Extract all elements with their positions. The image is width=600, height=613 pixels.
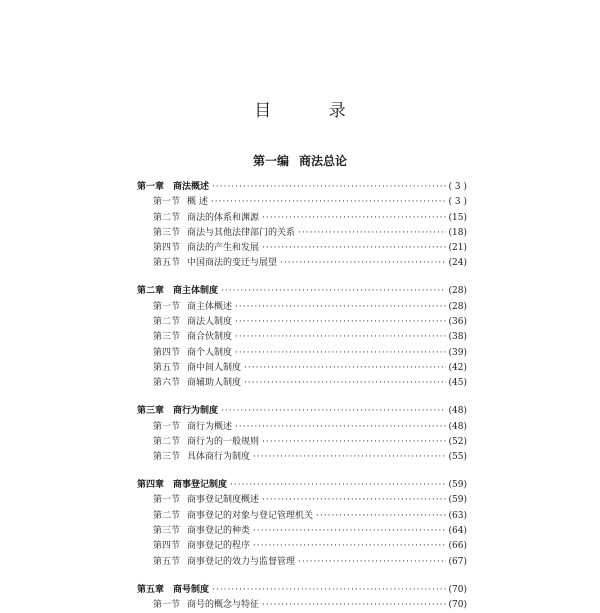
dot-leader xyxy=(298,555,446,570)
part-label: 第一编 xyxy=(252,154,289,168)
section-title: 商事登记的效力与监督管理 xyxy=(187,556,296,567)
section-page-number: (21) xyxy=(448,243,467,254)
section-page-number: (66) xyxy=(448,541,467,552)
section-number: 第二节 xyxy=(153,436,181,447)
section-number: 第三节 xyxy=(153,452,181,463)
section-number: 第四节 xyxy=(153,347,181,358)
section-title: 商事登记的种类 xyxy=(187,526,251,536)
section-page-number: (42) xyxy=(448,362,467,373)
section-title: 商行为的一般规则 xyxy=(187,436,260,447)
chapter-number: 第二章 xyxy=(137,286,165,297)
section-title: 商事登记的对象与登记管理机关 xyxy=(187,510,314,521)
section-entry xyxy=(137,195,467,210)
section-entry xyxy=(137,226,467,241)
section-entry xyxy=(137,493,467,508)
section-number: 第五节 xyxy=(153,362,181,373)
section-title: 概 述 xyxy=(187,197,208,208)
chapter-title: 商主体制度 xyxy=(173,286,219,297)
section-entry xyxy=(137,450,467,465)
chapter-number: 第四章 xyxy=(137,480,165,491)
section-entry xyxy=(137,256,467,271)
section-title: 商事登记制度概述 xyxy=(187,495,260,506)
dot-leader xyxy=(235,330,446,345)
section-entry xyxy=(137,241,467,256)
section-number: 第二节 xyxy=(153,510,181,521)
dot-leader xyxy=(211,195,446,210)
section-number: 第二节 xyxy=(153,212,181,223)
section-title: 商法的体系和渊源 xyxy=(187,212,260,223)
dot-leader xyxy=(316,509,446,524)
section-title: 中国商法的变迁与展望 xyxy=(187,258,278,269)
section-number: 第五节 xyxy=(153,556,181,567)
section-entry xyxy=(137,435,467,450)
section-entry xyxy=(137,376,467,391)
chapter-entry xyxy=(137,583,467,598)
section-title: 商法的产生和发展 xyxy=(187,243,260,254)
chapter-spacer xyxy=(137,272,467,285)
dot-leader xyxy=(230,478,446,493)
dot-leader xyxy=(298,226,446,241)
dot-leader xyxy=(280,256,446,271)
section-page-number: (24) xyxy=(448,258,467,269)
section-page-number: (64) xyxy=(448,526,467,536)
section-title: 商合伙制度 xyxy=(187,332,233,343)
section-number: 第六节 xyxy=(153,378,181,389)
section-entry xyxy=(137,315,467,330)
dot-leader xyxy=(212,583,446,598)
chapter-title: 商事登记制度 xyxy=(173,480,228,491)
section-page-number: (52) xyxy=(448,436,467,447)
part-name: 商法总论 xyxy=(299,154,348,168)
section-number: 第四节 xyxy=(153,243,181,254)
section-entry xyxy=(137,361,467,376)
section-number: 第三节 xyxy=(153,227,181,238)
section-number: 第一节 xyxy=(153,197,181,208)
dot-leader xyxy=(262,241,446,256)
section-entry xyxy=(137,509,467,524)
section-page-number: (67) xyxy=(448,556,467,567)
section-entry xyxy=(137,346,467,361)
section-number: 第四节 xyxy=(153,541,181,552)
section-title: 商行为概述 xyxy=(187,421,233,432)
chapter-page-number: ( 3 ) xyxy=(448,182,467,192)
section-number: 第三节 xyxy=(153,332,181,343)
section-title: 商中间人制度 xyxy=(187,362,242,373)
section-entry xyxy=(137,330,467,345)
dot-leader xyxy=(262,598,446,613)
section-page-number: (39) xyxy=(448,347,467,358)
section-number: 第二节 xyxy=(153,317,181,328)
section-title: 商号的概念与特征 xyxy=(187,599,260,610)
section-entry xyxy=(137,420,467,435)
page-title: 目 录 xyxy=(254,101,372,121)
section-page-number: (28) xyxy=(448,301,467,312)
chapter-title: 商号制度 xyxy=(173,584,210,595)
dot-leader xyxy=(212,180,446,195)
section-entry xyxy=(137,598,467,613)
chapter-page-number: (70) xyxy=(448,584,467,595)
dot-leader xyxy=(235,420,446,435)
dot-leader xyxy=(253,450,446,465)
section-entry xyxy=(137,211,467,226)
chapter-spacer xyxy=(137,570,467,583)
dot-leader xyxy=(262,493,446,508)
chapter-page-number: (48) xyxy=(448,406,467,417)
dot-leader xyxy=(221,404,446,419)
chapter-title: 商法概述 xyxy=(173,182,210,192)
chapter-entry xyxy=(137,404,467,419)
section-entry xyxy=(137,539,467,554)
chapter-number: 第一章 xyxy=(137,182,165,192)
dot-leader xyxy=(253,539,446,554)
dot-leader xyxy=(235,300,446,315)
section-title: 商事登记的程序 xyxy=(187,541,251,552)
section-page-number: ( 3 ) xyxy=(448,197,467,208)
dot-leader xyxy=(221,284,446,299)
section-entry xyxy=(137,524,467,539)
section-number: 第三节 xyxy=(153,526,181,536)
section-page-number: (63) xyxy=(448,510,467,521)
table-of-contents xyxy=(137,180,467,613)
chapter-entry xyxy=(137,478,467,493)
section-page-number: (70) xyxy=(448,599,467,610)
section-page-number: (38) xyxy=(448,332,467,343)
chapter-number: 第五章 xyxy=(137,584,165,595)
section-entry xyxy=(137,555,467,570)
dot-leader xyxy=(244,361,446,376)
section-number: 第一节 xyxy=(153,301,181,312)
section-number: 第五节 xyxy=(153,258,181,269)
section-page-number: (59) xyxy=(448,495,467,506)
dot-leader xyxy=(262,211,446,226)
section-page-number: (18) xyxy=(448,227,467,238)
section-page-number: (55) xyxy=(448,452,467,463)
section-number: 第一节 xyxy=(153,599,181,610)
chapter-page-number: (59) xyxy=(448,480,467,491)
section-number: 第一节 xyxy=(153,495,181,506)
part-title xyxy=(0,152,600,169)
dot-leader xyxy=(253,524,446,539)
chapter-title: 商行为制度 xyxy=(173,406,219,417)
chapter-spacer xyxy=(137,392,467,405)
section-title: 商主体概述 xyxy=(187,301,233,312)
section-page-number: (45) xyxy=(448,378,467,389)
section-page-number: (36) xyxy=(448,317,467,328)
section-number: 第一节 xyxy=(153,421,181,432)
section-page-number: (15) xyxy=(448,212,467,223)
dot-leader xyxy=(262,435,446,450)
chapter-spacer xyxy=(137,465,467,478)
dot-leader xyxy=(244,376,446,391)
section-title: 商法人制度 xyxy=(187,317,233,328)
section-title: 商辅助人制度 xyxy=(187,378,242,389)
section-page-number: (48) xyxy=(448,421,467,432)
chapter-page-number: (28) xyxy=(448,286,467,297)
section-title: 商个人制度 xyxy=(187,347,233,358)
chapter-entry xyxy=(137,180,467,195)
chapter-entry xyxy=(137,284,467,299)
dot-leader xyxy=(235,346,446,361)
section-title: 商法与其他法律部门的关系 xyxy=(187,227,296,238)
chapter-number: 第三章 xyxy=(137,406,165,417)
section-entry xyxy=(137,300,467,315)
dot-leader xyxy=(235,315,446,330)
section-title: 具体商行为制度 xyxy=(187,452,251,463)
